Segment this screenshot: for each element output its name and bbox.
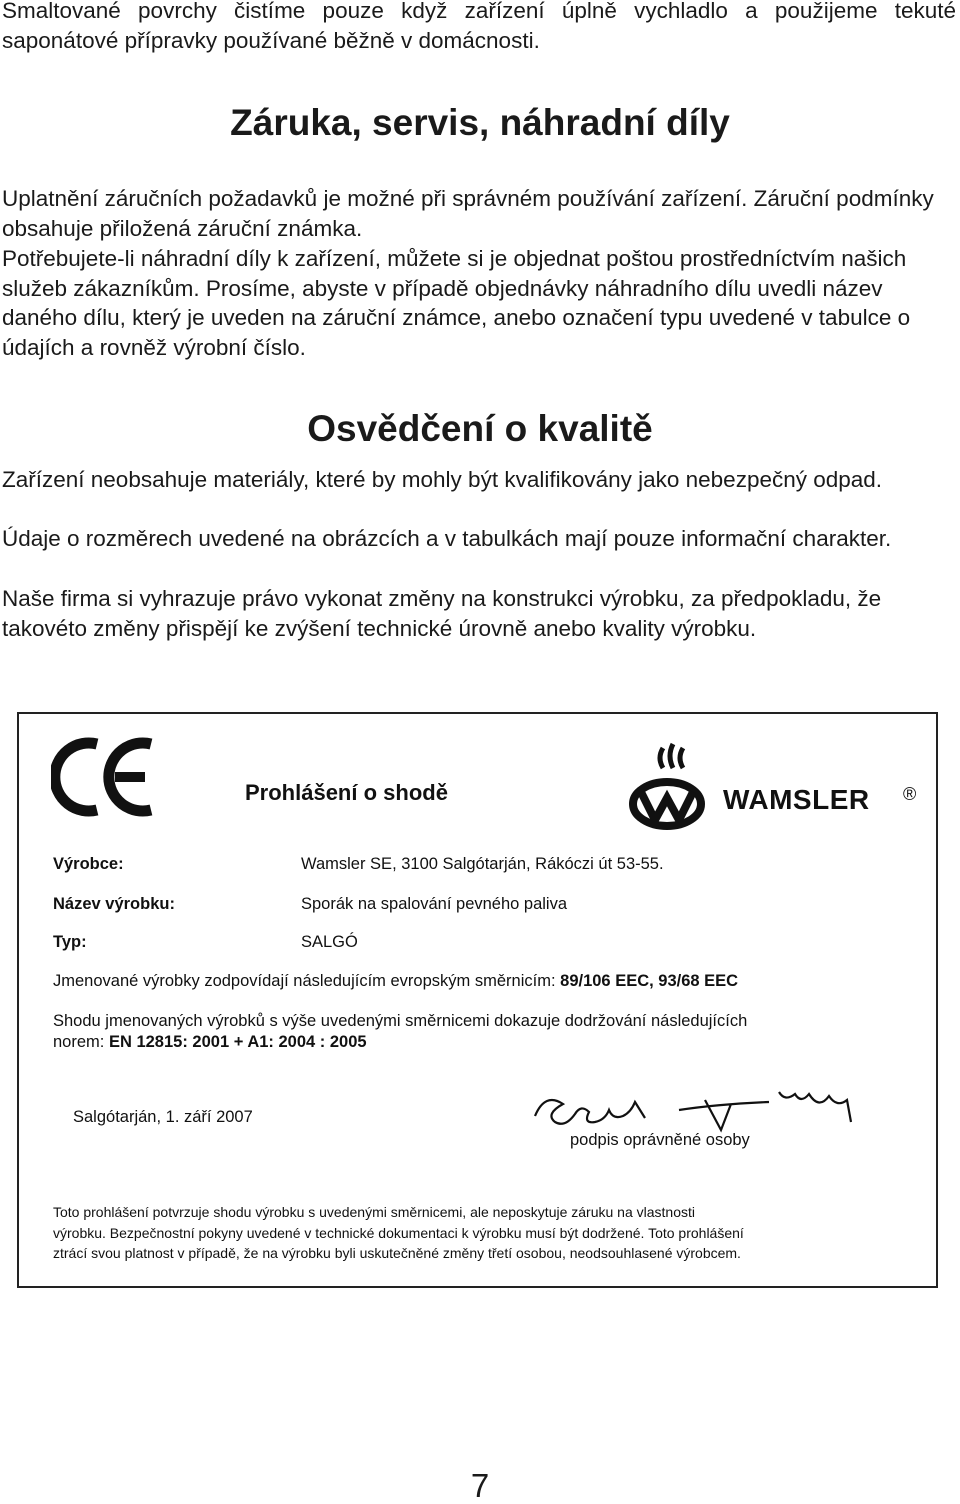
norm-value: EN 12815: 2001 + A1: 2004 : 2005 [108,1033,367,1051]
wamsler-logo [627,732,932,832]
product-name-value: Sporák na spalování pevného paliva [301,895,568,913]
quality-heading: Osvědčení o kvalitě [307,408,653,449]
brand-name: WAMSLER [723,784,870,815]
norm-line-1: Shodu jmenovaných výrobků s výše uvedenými směrnicemi dokazuje dodržování následujících [53,1012,748,1030]
quality-paragraph-1: Zařízení neobsahuje materiály, které by mohly být kvalifikovány jako nebezpečný odpad. [2,467,883,492]
manufacturer-label: Výrobce: [53,855,124,873]
type-value: SALGÓ [301,933,358,951]
registered-mark: ® [903,784,917,804]
quality-paragraph-3: Naše firma si vyhrazuje právo vykonat změny na konstrukci výrobku, za předpokladu, že takovéto změny přispějí ke zvýšení technické úrovně anebo kvality výrobku. [2,586,882,641]
wamsler-emblem-icon [627,732,727,832]
declaration-title: Prohlášení o shodě [245,780,448,805]
type-label: Typ: [53,933,87,951]
warranty-paragraph-1: Uplatnění záručních požadavků je možné při správném používání zařízení. Záruční podmínky obsahuje přiložená záruční známka. [2,186,934,241]
footnote-line-1: Toto prohlášení potvrzuje shodu výrobku s uvedenými směrnicemi, ale neposkytuje záruku na vlastnosti [53,1204,695,1220]
product-name-label: Název výrobku: [53,895,175,913]
page-number: 7 [470,1467,490,1504]
norm-prefix: norem: [53,1033,105,1051]
signature-caption: podpis oprávněné osoby [570,1131,750,1149]
manufacturer-value: Wamsler SE, 3100 Salgótarján, Rákóczi út 53-55. [301,855,664,873]
norm-line-2 [53,1033,367,1052]
declaration-of-conformity [17,712,938,1288]
footnote-line-2: výrobku. Bezpečnostní pokyny uvedené v technické dokumentaci k výrobku musí být dodržené. Toto prohlášení [53,1225,744,1241]
footnote-line-3: ztrácí svou platnost v případě, že na výrobku byli uskutečněné změny třetí osobou, neodsouhlasené výrobcem. [53,1245,741,1261]
intro-paragraph: Smaltované povrchy čistíme pouze když zařízení úplně vychladlo a použijeme tekuté saponátové přípravky používané běžně v domácnosti. [2,0,956,53]
warranty-heading: Záruka, servis, náhradní díly [230,102,730,143]
directives-value: 89/106 EEC, 93/68 EEC [560,972,739,990]
ce-mark-icon [51,732,155,822]
directives-text: Jmenované výrobky zodpovídají následujícím evropským směrnicím: [53,972,556,990]
warranty-paragraph-2: Potřebujete-li náhradní díly k zařízení, můžete si je objednat poštou prostředníctvím našich služeb zákazníkům. Prosíme, abyste v případě objednávky náhradního dílu uvedli název daného dílu, který je uveden na záruční známce, anebo označení typu uvedené v tabulce o údajích a rovněž výrobní číslo. [2,246,911,360]
quality-paragraph-2: Údaje o rozměrech uvedené na obrázcích a v tabulkách mají pouze informační charakter. [2,526,892,551]
directives-line [53,972,738,991]
place-and-date: Salgótarján, 1. září 2007 [73,1108,253,1126]
